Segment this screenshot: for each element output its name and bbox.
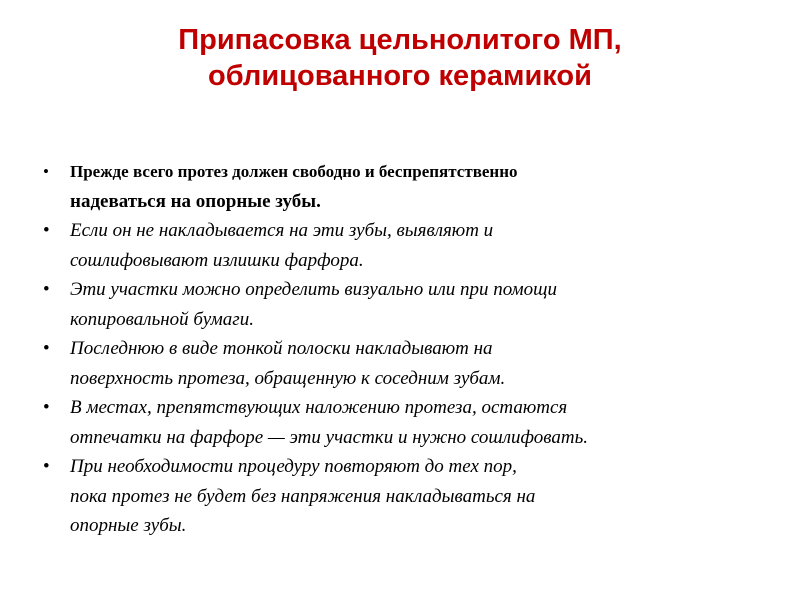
bullet-list (43, 157, 773, 541)
bullet-item (43, 216, 773, 275)
slide-title (0, 22, 800, 94)
bullet-marker: • (43, 220, 50, 241)
bullet-text-line: отпечатки на фарфоре — эти участки и нужно сошлифовать. (70, 426, 588, 448)
bullet-item (43, 157, 773, 216)
bullet-text-line: опорные зубы. (70, 515, 187, 536)
bullet-text-line: поверхность протеза, обращенную к соседним зубам. (70, 367, 506, 389)
bullet-text-line: Эти участки можно определить визуально или при помощи (70, 279, 557, 300)
bullet-text-line: Прежде всего протез должен свободно и беспрепятственно (70, 162, 518, 181)
bullet-item (43, 452, 773, 541)
bullet-marker: • (43, 397, 50, 418)
bullet-text-line: Если он не накладывается на эти зубы, выявляют и (70, 220, 494, 241)
bullet-marker: • (43, 456, 50, 477)
bullet-marker: • (43, 162, 49, 181)
bullet-item (43, 334, 773, 393)
bullet-text-line: копировальной бумаги. (70, 308, 254, 330)
slide-title-line-2: облицованного керамикой (208, 60, 592, 92)
bullet-text-line: сошлифовывают излишки фарфора. (70, 249, 364, 271)
bullet-item (43, 275, 773, 334)
bullet-text-line: При необходимости процедуру повторяют до тех пор, (70, 456, 517, 477)
bullet-marker: • (43, 338, 50, 359)
bullet-text-line: В местах, препятствующих наложению протеза, остаются (70, 397, 568, 418)
bullet-marker: • (43, 279, 50, 300)
bullet-text-line: пока протез не будет без напряжения накладываться на (70, 485, 536, 507)
slide-title-line-1: Припасовка цельнолитого МП, (178, 24, 622, 56)
bullet-text-line: надеваться на опорные зубы. (70, 190, 321, 212)
bullet-text-line: Последнюю в виде тонкой полоски накладывают на (70, 338, 493, 359)
bullet-item (43, 393, 773, 452)
